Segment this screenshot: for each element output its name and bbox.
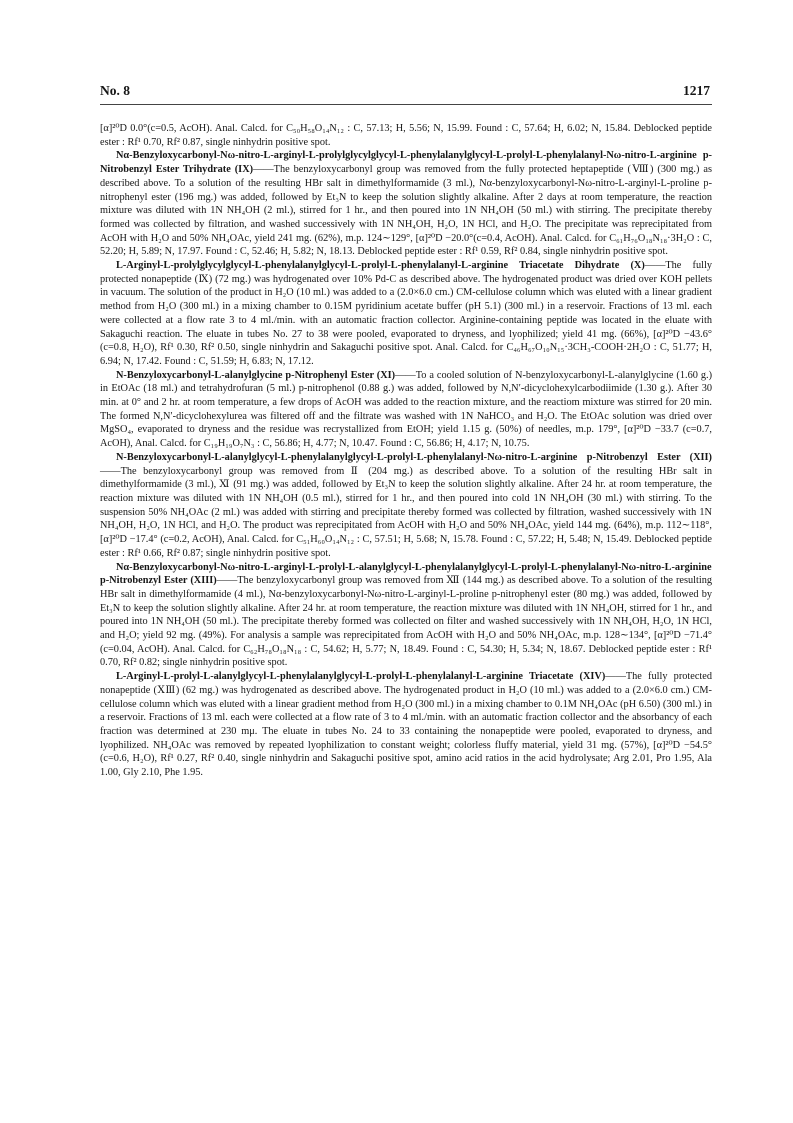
paragraph-text: ——The fully protected nonapeptide (ⅩⅢ) (62 mg.) was hydrogenated as described above. The hydrogenated product in H₂O (10 ml.) was added to a (2.0×6.0 cm.) CM-cellulose column which was eluted with a linear gradient method from H₂O (300 ml.) in a mixing chamber to 0.1M NH₄OAc (pH 6.50) (300 ml.) in a reservoir. Fractions of 13 ml. each were collected at a flow rate of 3 to 4 ml./min. with an automatic fraction collector and the absorbancy of each fraction was determined at 230 mμ. The eluate in tubes No. 24 to 33 containing the nonapeptide were pooled, evaporated to dryness, and lyophilized. NH₄OAc was removed by repeated lyophilization to constant weight; colorless fluffy material, yield 31 mg. (57%), [α]²⁰D −54.5°(c=0.6, H₂O), Rf¹ 0.27, Rf² 0.40, single ninhydrin and Sakaguchi positive spot, amino acid ratios in the acid hydrolysate; Arg 2.01, Pro 1.95, Ala 1.00, Gly 2.10, Phe 1.95. bbox=[100, 671, 712, 779]
compound-title: L-Arginyl-L-prolylglycylglycyl-L-phenylalanylglycyl-L-prolyl-L-phenylalanyl-L-arginine Triacetate Dihydrate (X) bbox=[116, 260, 645, 272]
compound-title: N-Benzyloxycarbonyl-L-alanylglycine p-Nitrophenyl Ester (XI) bbox=[116, 369, 396, 381]
compound-paragraph-xi bbox=[100, 369, 712, 451]
experimental-section bbox=[100, 122, 712, 780]
compound-paragraph-xii bbox=[100, 451, 712, 561]
paragraph-text: ——The benzyloxycarbonyl group was removed from the fully protected heptapeptide (Ⅷ) (300 mg.) as described above. To a solution of the resulting HBr salt in dimethylformamide (3 ml.), Nα-benzyloxycarbonyl-Nω-nitro-L-arginyl-L-proline p-nitrophenyl ester (196 mg.) was added, followed by Et₃N to keep the solution slightly alkaline. After 2 days at room temperature, the reaction mixture was diluted with 1N NH₄OH (2 ml.), stirred for 1 hr., and then poured into 1N NH₄OH (50 ml.) with stirring. The precipitate thereby formed was collected by filtration, and washed successively with 1N NH₄OH, H₂O, 1N HCl, and H₂O. The precipitate was reprecipitated from AcOH with H₂O and 50% NH₄OAc, yield 241 mg. (62%), m.p. 124∼129°, [α]²⁰D −20.0°(c=0.4, AcOH). Anal. Calcd. for C₆₁H₇₆O₁₈N₁₈·3H₂O : C, 52.20; H, 5.89; N, 17.97. Found : C, 52.46; H, 5.82; N, 18.13. Deblocked peptide ester : Rf¹ 0.59, Rf² 0.84, single ninhydrin positive spot. bbox=[100, 164, 712, 258]
paragraph-text: ——The fully protected nonapeptide (Ⅸ) (72 mg.) was hydrogenated over 10% Pd-C as described above. The hydrogenated product was dried over KOH pellets in vacuum. The solution of the product in H₂O (10 ml.) was added to a (2.0×6.0 cm.) CM-cellulose column which was eluted with a linear gradient method from H₂O (300 ml.) in a mixing chamber to 0.15M pyridinium acetate buffer (pH 5.1) (300 ml.) in a reservoir. Fractions of 13 ml. each were collected at a flow rate 3 to 4 ml./min. with an automatic fraction collector. Arginine-containing peptide was located in the eluate with Sakaguchi reaction. The eluate in tubes No. 27 to 38 were pooled, evaporated to dryness, and lyophilized; yield 41 mg. (66%), [α]²⁰D −43.6° (c=0.8, H₂O), Rf¹ 0.30, Rf² 0.50, single ninhydrin and Sakaguchi positive spot. Anal. Calcd. for C₄₆H₆₇O₁₀N₁₅·3CH₃-COOH·2H₂O : C, 51.77; H, 6.94; N, 17.42. Found : C, 51.59; H, 6.83; N, 17.12. bbox=[100, 260, 713, 367]
journal-issue: No. 8 bbox=[100, 83, 130, 98]
compound-paragraph-ix bbox=[100, 149, 712, 259]
compound-title: Nα-Benzyloxycarbonyl-Nω-nitro-L-arginyl-L-prolylglycylglycyl-L-phenylalanylglycyl-L-prolyl-L-phenylalanyl-Nω-nitro-L-arginine p-Nitrobenzyl Ester Trihydrate (IX) bbox=[100, 150, 712, 176]
compound-paragraph-xiv bbox=[100, 670, 712, 780]
paragraph-text: ——To a cooled solution of N-benzyloxycarbonyl-L-alanylglycine (1.60 g.) in EtOAc (18 ml.) and tetrahydrofuran (5 ml.) p-nitrophenol (0.88 g.) was added, followed by N,N′-dicyclohexylcarbodiimide (1.30 g.). After 30 min. at 0° and 2 hr. at room temperature, a few drops of AcOH was added to the reaction mixture, and the reactiom mixture was stirred for 20 min. The formed N,N′-dicyclohexylurea was filtered off and the filtrate was washed with 1N NaHCO₃ and H₂O. The EtOAc solution was dried over MgSO₄, evaporated to dryness and the residue was recrystallized from EtOH; yield 1.15 g. (50%) of needles, m.p. 179°, [α]²⁰D −33.7 (c=0.7, AcOH), Anal. Calcd. for C₁₉H₁₉O₇N₃ : C, 56.86; H, 4.77; N, 10.47. Found : C, 56.86; H, 4.17; N, 10.75. bbox=[100, 369, 712, 450]
paragraph-continuation bbox=[100, 122, 712, 149]
paragraph-text: ——The benzyloxycarbonyl group was removed from Ⅻ (144 mg.) as described above. To a solution of the resulting HBr salt in dimethylformamide (4 ml.), Nα-benzyloxycarbonyl-Nω-nitro-L-arginyl-L-proline p-nitrophenyl ester (80 mg.) was added, followed by Et₃N to keep the solution slightly alkaline. After 24 hr. at room temperature, the reaction mixture was diluted with 1N NH₄OH, stirred for 1 hr., and poured into 1N NH₄OH (50 ml.). The precipitate thereby formed was collected on filter and washed successively with 1N NH₄OH, H₂O, 1N HCl, and H₂O; yield 92 mg. (49%). For analysis a sample was reprecipitated from AcOH with H₂O and 50% NH₄OAc, m.p. 128∼134°, [α]²⁰D −71.4°(c=0.04, AcOH). Anal. Calcd. for C₆₂H₇₈O₁₈N₁₈ : C, 54.62; H, 5.77; N, 18.49. Found : C, 54.30; H, 5.34; N, 18.67. Deblocked peptide ester : Rf¹ 0.70, Rf² 0.82; single ninhydrin positive spot. bbox=[100, 575, 712, 669]
compound-paragraph-xiii bbox=[100, 561, 712, 671]
page-header bbox=[100, 83, 710, 105]
page-number: 1217 bbox=[683, 83, 710, 98]
compound-title: L-Arginyl-L-prolyl-L-alanylglycyl-L-phenylalanylglycyl-L-prolyl-L-phenylalanyl-L-arginine Triacetate (XIV) bbox=[116, 671, 606, 683]
paragraph-text: [α]²⁰D 0.0°(c=0.5, AcOH). Anal. Calcd. for C₅₀H₅₈O₁₄N₁₂ : C, 57.13; H, 5.56; N, 15.99. Found : C, 57.64; H, 6.02; N, 15.84. Deblocked peptide ester : Rf¹ 0.70, Rf² 0.87, single ninhydrin positive spot. bbox=[100, 123, 712, 148]
compound-title: Nα-Benzyloxycarbonyl-Nω-nitro-L-arginyl-L-prolyl-L-alanylglycyl-L-phenylalanylglycyl-L-prolyl-L-phenylalanyl-Nω-nitro-L-arginine p-Nitrobenzyl Ester (XIII) bbox=[100, 561, 712, 587]
paragraph-text: ——The benzyloxycarbonyl group was removed from Ⅱ (204 mg.) as described above. To a solution of the resulting HBr salt in dimethylformamide (3 ml.), Ⅺ (91 mg.) was added, followed by Et₃N to keep the solution slightly alkaline. After 24 hr. at room temperature, the reaction mixture was diluted with 1N NH₄OH (0.5 ml.), stirred for 1 hr., and then poured into cold 1N NH₄OH (30 ml.) with stirring. To the suspension 50% NH₄OAc (2 ml.) was added with stirring and precipitate thereby formed was collected by filtration, washed successively with 1N NH₄OH, H₂O, 1N HCl, and H₂O. The product was reprecipitated from AcOH with H₂O and 50% NH₄OAc, yield 144 mg. (64%), m.p. 112∼118°, [α]²⁰D −17.4° (c=0.2, AcOH), Anal. Calcd. for C₅₁H₆₀O₁₄N₁₂ : C, 57.51; H, 5.68; N, 15.78. Found : C, 57.22; H, 5.48; N, 15.49. Deblocked peptide ester : Rf¹ 0.66, Rf² 0.87; single ninhydrin positive spot. bbox=[100, 465, 712, 559]
compound-paragraph-x bbox=[100, 259, 712, 369]
compound-title: N-Benzyloxycarbonyl-L-alanylglycyl-L-phenylalanylglycyl-L-prolyl-L-phenylalanyl-Nω-nitro-L-arginine p-Nitrobenzyl Ester (XII) bbox=[116, 451, 712, 463]
header-rule bbox=[100, 104, 712, 105]
